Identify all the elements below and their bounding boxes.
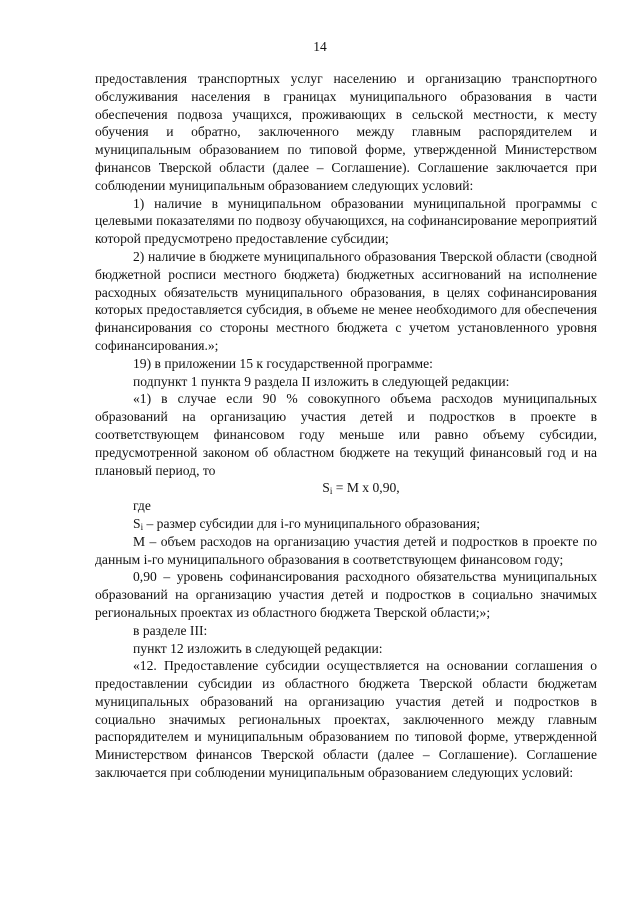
page-number: 14: [313, 39, 327, 54]
formula-rest: = M x 0,90,: [332, 480, 400, 496]
paragraph: пункт 12 изложить в следующей редакции:: [133, 640, 383, 656]
paragraph: 19) в приложении 15 к государственной программе:: [133, 355, 433, 371]
definition-symbol: S: [133, 515, 141, 531]
formula: [95, 479, 597, 497]
definition-text: – размер субсидии для i-го муниципального образования;: [143, 515, 481, 531]
paragraph: 2) наличие в бюджете муниципального образования Тверской области (сводной бюджетной росписи местного бюджета) бюджетных ассигнований на исполнение расходных обязательств муниципального образования, в целях софинансирования которых предоставляется субсидия, в объеме не менее необходимого для обеспечения финансирования со стороны местного бюджета с учетом установленного уровня софинансирования.»;: [95, 248, 597, 353]
paragraph: где: [133, 498, 151, 514]
paragraph: «12. Предоставление субсидии осуществляется на основании соглашения о предоставлении субсидии из областного бюджета Тверской области бюджетам муниципальных образований на организацию участия детей и подростков в социально значимых региональных проектах, заключенного между главным распорядителем и муниципальным образованием по типовой форме, утвержденной Министерством финансов Тверской области (далее – Соглашение). Соглашение заключается при соблюдении муниципальным образованием следующих условий:: [95, 658, 597, 781]
definition: [95, 515, 597, 533]
paragraph: 1) наличие в муниципальном образовании муниципальной программы с целевыми показателями по подвозу обучающихся, на софинансирование мероприятий которой предусмотрено предоставление субсидии;: [95, 195, 597, 247]
paragraph: подпункт 1 пункта 9 раздела II изложить в следующей редакции:: [133, 373, 510, 389]
formula-symbol: S: [322, 480, 330, 496]
definition-subscript: i: [140, 521, 144, 532]
paragraph: «1) в случае если 90 % совокупного объема расходов муниципальных образований на организацию участия детей и подростков в проекте в соответствующем финансовом году меньше или равно объему субсидии, предусмотренной законом об областном бюджете на текущий финансовый год и на плановый период, то: [95, 391, 597, 478]
formula-subscript: i: [329, 486, 333, 497]
paragraph: в разделе III:: [133, 622, 208, 638]
document-body: [95, 70, 597, 782]
definition: М – объем расходов на организацию участия детей и подростков в проекте по данным i-го муниципального образования в соответствующем финансовом году;: [95, 533, 597, 567]
paragraph: предоставления транспортных услуг населению и организацию транспортного обслуживания населения в границах муниципального образования в части обеспечения подвоза учащихся, проживающих в сельской местности, к месту обучения и обратно, заключенного между главным распорядителем и муниципальным образованием по типовой форме, утвержденной Министерством финансов Тверской области (далее – Соглашение). Соглашение заключается при соблюдении муниципальным образованием следующих условий:: [95, 71, 597, 193]
definition: 0,90 – уровень софинансирования расходного обязательства муниципальных образований на организацию участия детей и подростков в социально значимых региональных проектах из областного бюджета Тверской области;»;: [95, 569, 597, 620]
